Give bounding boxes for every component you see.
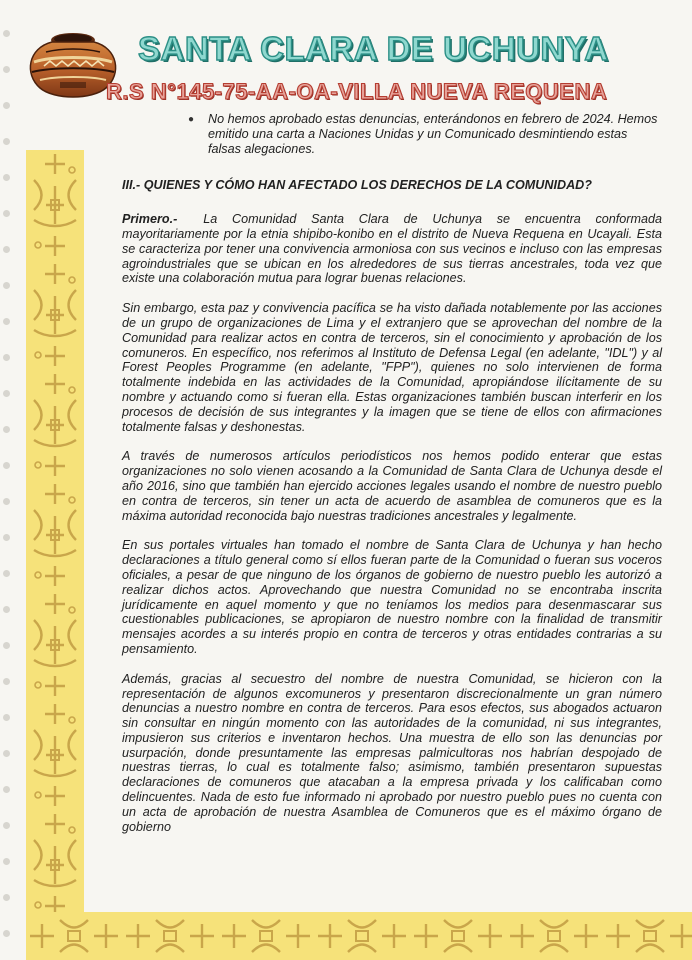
document-body — [122, 112, 662, 849]
community-title: SANTA CLARA DE UCHUNYA — [138, 30, 609, 67]
paragraph-primero — [122, 212, 662, 286]
left-decorative-border — [26, 150, 84, 960]
paragraph-3: A través de numerosos artículos periodísticos nos hemos podido enterar que estas organizaciones no solo vienen acosando a la Comunidad de Santa Clara de Uchunya desde el año 2016, sino que también han ejercido acciones legales usando el nombre de nuestro pueblo en contra de terceros, sin tener un acta de acuerdo de asamblea de comuneros que es la máxima autoridad reconocida bajo nuestras tradiciones ancestrales y legalmente. — [122, 449, 662, 523]
paragraph-2: Sin embargo, esta paz y convivencia pacífica se ha visto dañada notablemente por las acciones de un grupo de organizaciones de Lima y el extranjero que se aprovechan del nombre de la Comunidad para realizar actos en contra de terceros, sin el conocimiento y aprobación de los comuneros. En específico, nos referimos al Instituto de Defensa Legal (en adelante, "IDL") y al Forest Peoples Programme (en adelante, "FPP"), quienes no solo intervienen de forma totalmente indebida en las actividades de la Comunidad, apropiándose ilícitamente de su nombre y actuando como si fueran ella. Estas organizaciones también buscan interferir en los procesos de decisión de sus integrantes y la imagen que se tiene de ellos con afirmaciones totalmente falsas y deshonestas. — [122, 301, 662, 434]
paragraph-5: Además, gracias al secuestro del nombre de nuestra Comunidad, se hicieron con la representación de algunos excomuneros y presentaron discrecionalmente un gran número denuncias a nuestro nombre en contra de terceros. Para esos efectos, sus abogados actuaron sin consultar en ningún momento con las autoridades de la comunidad, ni sus integrantes, impusieron sus criterios e inventaron hechos. Una muestra de ello son las denuncias por usurpación, donde presuntamente las empresas palmicultoras nos habrían despojado de nuestras tierras, lo cual es totalmente falso; asimismo, también presentaron supuestas declaraciones de comuneros que atacaban a la empresa privada y los calificaban como delincuentes. Nada de esto fue informado ni aprobado por nuestro pueblo pues no cuenta con un acta de aprobación de nuestra Asamblea de Comuneros que es el máximo órgano de gobierno — [122, 671, 662, 834]
paragraph-lead: Primero.- — [122, 212, 178, 227]
section-heading: III.- QUIENES Y CÓMO HAN AFECTADO LOS DERECHOS DE LA COMUNIDAD? — [122, 178, 592, 193]
binder-holes — [0, 0, 14, 960]
paragraph-4: En sus portales virtuales han tomado el nombre de Santa Clara de Uchunya y han hecho declaraciones a título general como sí ellos fueran parte de la Comunidad o fueran sus voceros oficiales, a pesar de que ninguno de los órganos de gobierno de nuestro pueblo les autorizó a realizar dichos actos. Aprovechando que nuestra Comunidad no se encontraba inscrita jurídicamente en aquel momento y que no teníamos los medios para desenmascarar sus cuestionables publicaciones, se apropiaron de nuestro nombre con la finalidad de transmitir mensajes acordes a su interés propio en contra de terceros y otras entidades contrarias a su pensamiento. — [122, 538, 662, 656]
bullet-item — [122, 112, 662, 156]
bullet-text: No hemos aprobado estas denuncias, enterándonos en febrero de 2024. Hemos emitido una carta a Naciones Unidas y un Comunicado desmintiendo estas falsas alegaciones. — [208, 112, 658, 156]
paragraph-1-text: La Comunidad Santa Clara de Uchunya se encuentra conformada mayoritariamente por la etnia shipibo-konibo en el distrito de Nueva Requena en Ucayali. Esta se caracteriza por tener una convivencia armoniosa con sus vecinos e incluso con las empresas agroindustriales que se ubican en los alrededores de sus tierras ancestrales, toda vez que existe una colaboración mutua para lograr buenas relaciones. — [122, 212, 662, 286]
bullet-dot-icon: ● — [188, 114, 195, 125]
registration-subtitle: R.S N°145-75-AA-OA-VILLA NUEVA REQUENA — [106, 79, 608, 104]
bottom-decorative-border — [26, 912, 692, 960]
